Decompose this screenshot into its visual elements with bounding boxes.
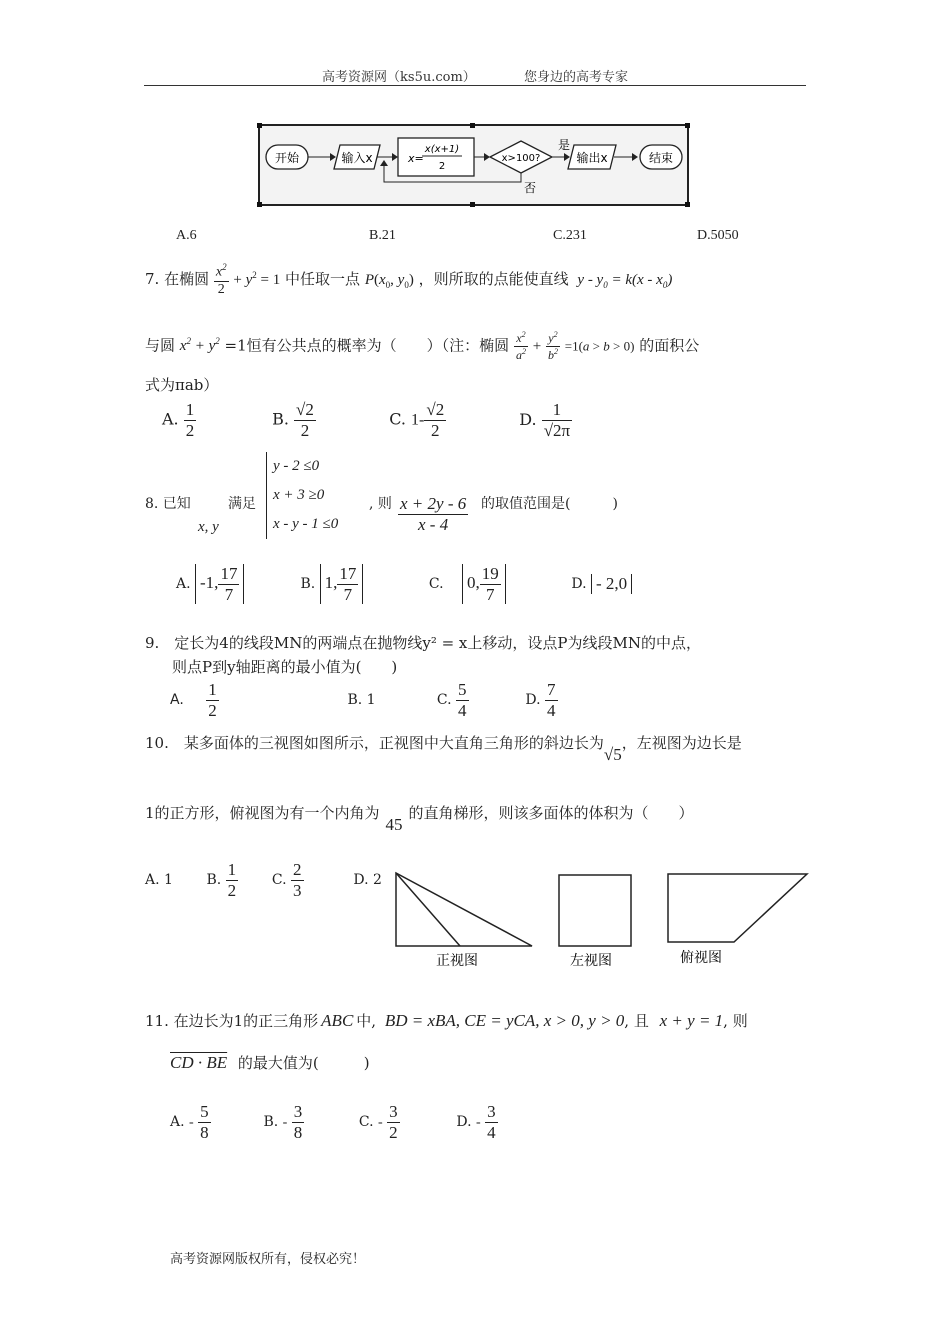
three-view-figure <box>390 868 810 972</box>
header-site: 高考资源网（ks5u.com） <box>322 70 476 85</box>
q7-option-a: A. $\frac{1}{2}$ <box>162 400 195 440</box>
q6-option-a: A.6 <box>176 228 197 243</box>
q8-vars: x, y <box>198 519 219 535</box>
q11-vectors: CD · BE <box>170 1053 228 1072</box>
q11-option-b: B. - $\frac{3}{8}$ <box>263 1102 303 1142</box>
q7-mid1: 中任取一点 <box>285 269 361 288</box>
q9-line2: 则点P到y轴距离的最小值为( ) <box>172 658 398 676</box>
flow-no-label: 否 <box>524 181 537 195</box>
q9-option-c: C. $\frac{5}{4}$ <box>436 680 467 720</box>
q8-fraction: $\frac{x + 2y - 6}{x - 4}$ <box>400 494 467 534</box>
q8-constraints: y - 2 ≤0 x + 3 ≥0 x - y - 1 ≤0 <box>266 452 338 539</box>
q7-line3: 式为πab） <box>145 376 219 394</box>
page-header <box>0 66 950 85</box>
q8-option-b: B. 1, $\frac{17}{7}$ <box>300 564 424 604</box>
front-view <box>396 873 532 946</box>
q8-lead: 8. 已知 <box>145 496 191 512</box>
q10-option-a: A. 1 <box>145 872 173 889</box>
q10-option-b: B. $\frac{1}{2}$ <box>206 860 237 900</box>
q10-options <box>145 860 382 900</box>
q9-option-b: B. 1 <box>347 692 376 709</box>
q11-line1: 11. 在边长为1的正三角形 ABC 中, BD = xBA, CE = yCA, x > 0, y > 0, 且 x + y = 1, 则 <box>145 1011 748 1030</box>
flowchart <box>256 122 692 210</box>
q10-line2: 1的正方形，俯视图为有一个内角为45的直角梯形，则该多面体的体积为（ ） <box>145 804 694 834</box>
q7-line2: 与圆 $x^2 + y^2 =1$恒有公共点的概率为（ ）（注：椭圆 $\frac{x^2}{a^2}$ + $\frac{y^2}{b^2}$ =1(a > b > 0) 的面积公 <box>145 330 700 362</box>
q7-mid2: ，则所取的点能使直线 <box>418 269 569 288</box>
flow-assign-num: x(x+1) <box>424 144 460 155</box>
q8-option-d: D. - 2,0 <box>571 576 632 592</box>
front-view-label: 正视图 <box>436 953 478 969</box>
header-slogan: 您身边的高考专家 <box>523 70 628 85</box>
header-rule <box>144 85 806 86</box>
q7-lead: 7. 在椭圆 <box>145 269 210 288</box>
flow-yes-label: 是 <box>558 138 571 152</box>
side-view <box>559 875 631 946</box>
q10-option-d: D. 2 <box>353 872 382 889</box>
q9-options <box>170 680 558 720</box>
q9-option-a: A. $\frac{1}{2}$ <box>170 680 217 720</box>
flow-assign-lhs: x= <box>408 152 424 165</box>
q7-option-b: B. $\frac{√2}{2}$ <box>272 400 314 440</box>
q7-options <box>162 400 572 440</box>
q7-line1: 7. 在椭圆 $\frac{x^2}{2}$ + $y^2 = 1$ 中任取一点 $P(x_0$, $y_0$) ，则所取的点能使直线 $y - y_0 = k(x - x_0)$ <box>145 262 673 297</box>
q6-option-d: D.5050 <box>697 228 739 243</box>
q8-option-a: A. -1, $\frac{17}{7}$ <box>176 564 296 604</box>
flow-output-label: 输出x <box>576 151 608 165</box>
side-view-label: 左视图 <box>570 953 612 969</box>
q7-option-c: C. 1- $\frac{√2}{2}$ <box>389 400 445 440</box>
flow-end-label: 结束 <box>648 151 674 165</box>
q8-then: , 则 <box>369 496 392 512</box>
flow-input-label: 输入x <box>341 151 373 165</box>
flow-assign-den: 2 <box>438 161 446 172</box>
q11-line2: CD · BE 的最大值为( ) <box>170 1053 370 1072</box>
q11-options <box>170 1102 498 1142</box>
q6-option-c: C.231 <box>553 228 587 243</box>
q10-option-c: C. $\frac{2}{3}$ <box>271 860 302 900</box>
page-footer: 高考资源网版权所有，侵权必究！ <box>170 1252 366 1267</box>
top-view <box>668 874 807 942</box>
q6-option-b: B.21 <box>369 228 396 243</box>
q11-option-c: C. - $\frac{3}{2}$ <box>358 1102 398 1142</box>
flow-start-label: 开始 <box>274 151 300 165</box>
q8-option-c: C. 0, $\frac{19}{7}$ <box>429 564 567 604</box>
q11-option-a: A. - $\frac{5}{8}$ <box>170 1102 209 1142</box>
top-view-label: 俯视图 <box>680 950 722 966</box>
flow-decision-label: x>100? <box>501 153 541 164</box>
q8-tail: 的取值范围是( ) <box>481 496 618 512</box>
q8-satisfy: 满足 <box>228 496 256 512</box>
q11-option-d: D. - $\frac{3}{4}$ <box>456 1102 496 1142</box>
q9-line1: 9. 定长为4的线段MN的两端点在抛物线y² = x上移动，设点P为线段MN的中点， <box>145 634 701 652</box>
q9-option-d: D. $\frac{7}{4}$ <box>525 680 556 720</box>
q8-options <box>176 564 632 604</box>
q7-option-d: D. $\frac{1}{√2\pi}$ <box>519 400 571 440</box>
q10-line1: 10. 某多面体的三视图如图所示，正视图中大直角三角形的斜边长为√5，左视图为边长是 <box>145 734 742 764</box>
